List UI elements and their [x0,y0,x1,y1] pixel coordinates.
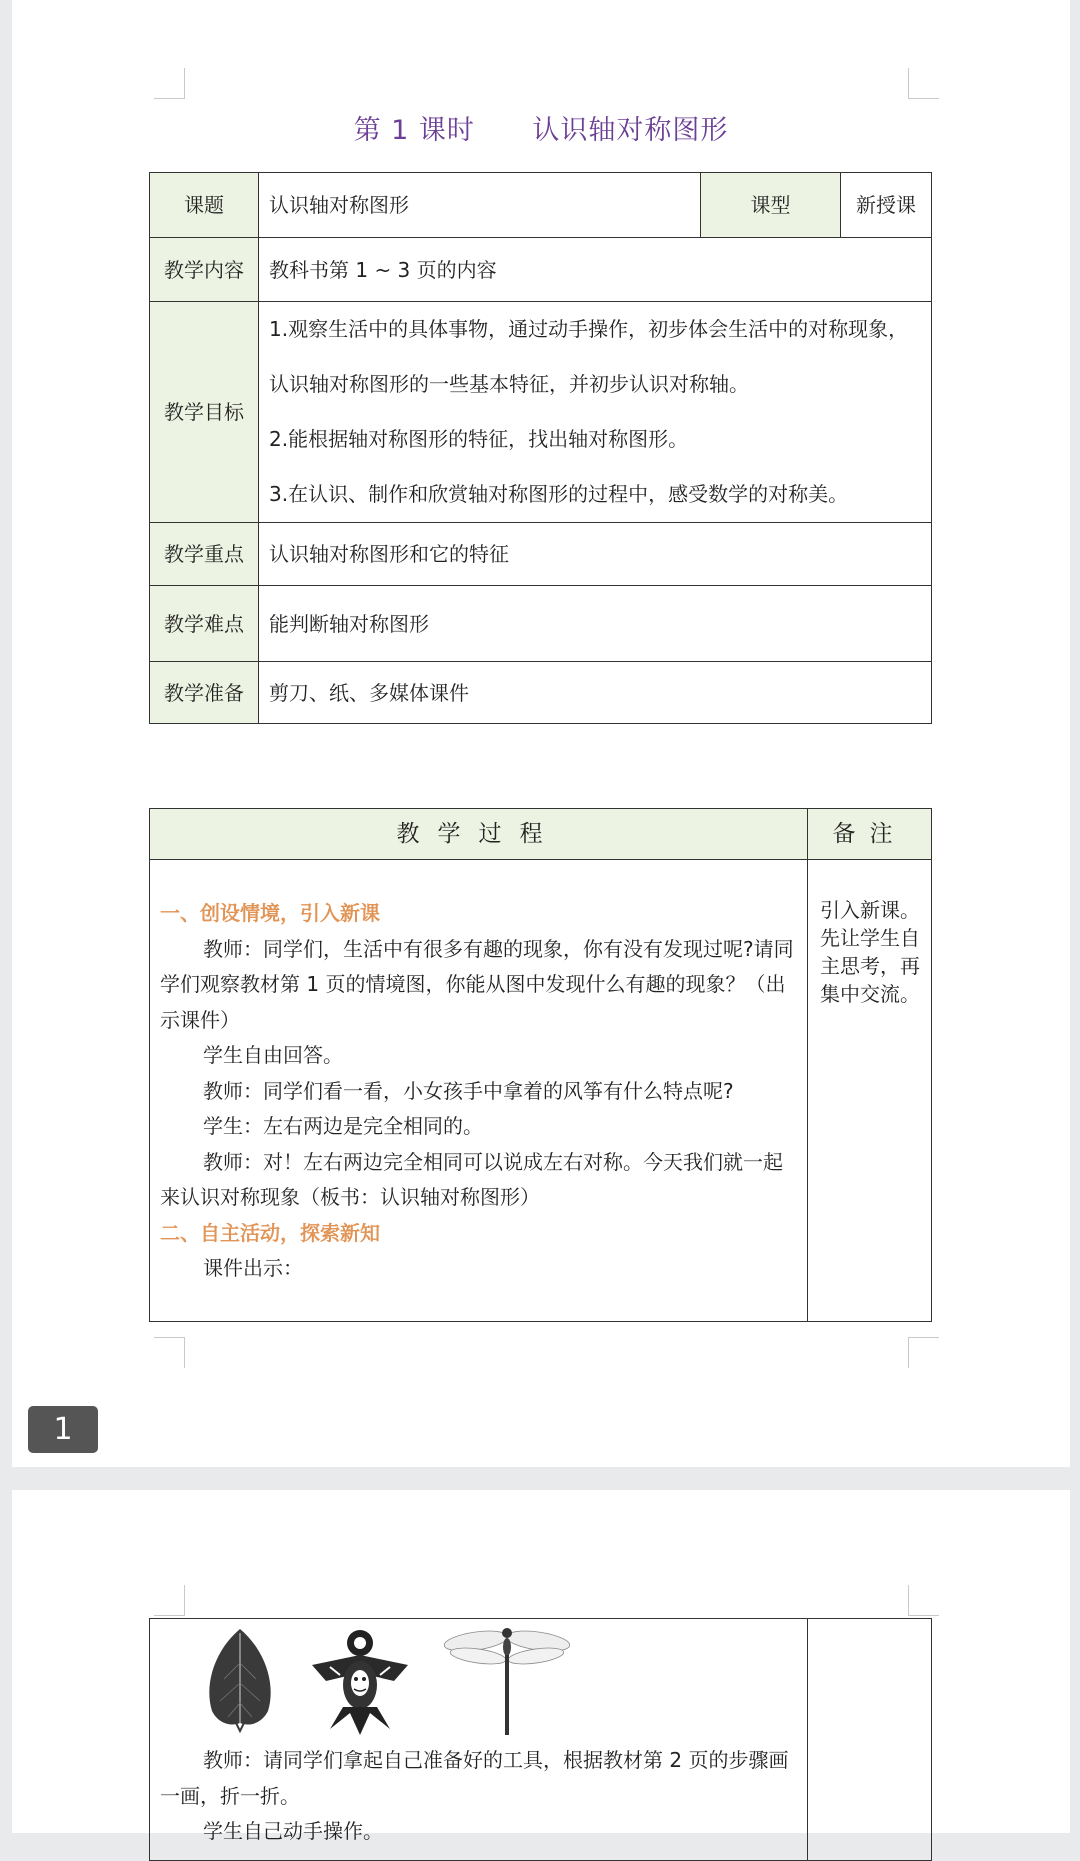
process-header-row [150,809,932,860]
difficulty-label: 教学难点 [150,586,259,662]
content-value: 教科书第 1 ~ 3 页的内容 [259,238,932,302]
lesson-info-table [149,172,932,724]
paragraph: 教师：对！左右两边完全相同可以说成左右对称。今天我们就一起来认识对称现象（板书：认识轴对称图形） [160,1149,783,1209]
goal-line: 认识轴对称图形的一些基本特征，并初步认识对称轴。 [269,372,749,396]
teaching-process-table-cont [149,1618,932,1861]
paragraph: 教师：请同学们拿起自己准备好的工具，根据教材第 2 页的步骤画一画，折一折。 [160,1748,789,1808]
type-label: 课型 [701,173,841,238]
document-page-1 [12,0,1070,1467]
prep-value: 剪刀、纸、多媒体课件 [259,662,932,724]
goal-line: 2.能根据轴对称图形的特征，找出轴对称图形。 [269,427,689,451]
notes-content: 引入新课。先让学生自主思考，再集中交流。 [808,860,932,1322]
difficulty-value: 能判断轴对称图形 [259,586,932,662]
paragraph: 学生自己动手操作。 [203,1819,383,1843]
section-heading: 一、创设情境，引入新课 [160,901,380,925]
paragraph: 学生：左右两边是完全相同的。 [203,1114,483,1138]
process-content [150,860,808,1322]
crop-mark-bottom-right [908,1337,939,1368]
paragraph: 教师：同学们，生活中有很多有趣的现象，你有没有发现过呢?请同学们观察教材第 1 页的情境图，你能从图中发现什么有趣的现象？（出示课件） [160,936,794,1032]
crop-mark-top-right [908,68,939,99]
example-images [160,1623,799,1743]
goal-line: 1.观察生活中的具体事物，通过动手操作，初步体会生活中的对称现象， [269,317,909,341]
goal-line: 3.在认识、制作和欣赏轴对称图形的过程中，感受数学的对称美。 [269,482,849,506]
row-topic [150,173,932,238]
row-key-point [150,523,932,586]
crop-mark-top-right [908,1585,939,1616]
lesson-number: 第 1 课时 [353,115,475,146]
row-goals [150,302,932,523]
row-difficulty [150,586,932,662]
paragraph: 课件出示： [203,1256,303,1280]
crop-mark-top-left [154,1585,185,1616]
document-page-2 [12,1490,1070,1843]
process-body-row [150,1619,932,1861]
section-heading: 二、自主活动，探索新知 [160,1220,380,1245]
page-number-badge[interactable]: 1 [28,1406,98,1453]
content-label: 教学内容 [150,238,259,302]
notes-content [808,1619,932,1861]
key-value: 认识轴对称图形和它的特征 [259,523,932,586]
crop-mark-top-left [154,68,185,99]
notes-header: 备注 [808,809,932,860]
paragraph: 教师：同学们看一看，小女孩手中拿着的风筝有什么特点呢? [203,1078,734,1103]
topic-value: 认识轴对称图形 [259,173,701,238]
row-preparation [150,662,932,724]
row-content [150,238,932,302]
process-content [150,1619,808,1861]
page-title [12,108,1070,147]
prep-label: 教学准备 [150,662,259,724]
leaf-icon [200,1623,280,1738]
goals-label: 教学目标 [150,302,259,523]
teaching-process-table [149,808,932,1322]
crop-mark-bottom-left [154,1337,185,1368]
goals-value [259,302,932,523]
topic-label: 课题 [150,173,259,238]
paragraph: 学生自由回答。 [203,1043,343,1067]
key-label: 教学重点 [150,523,259,586]
lesson-name: 认识轴对称图形 [532,115,729,146]
dragonfly-icon [442,1623,572,1738]
type-value: 新授课 [841,173,932,238]
kite-icon [310,1623,410,1738]
process-header: 教学过程 [150,809,808,860]
process-body-row [150,860,932,1322]
